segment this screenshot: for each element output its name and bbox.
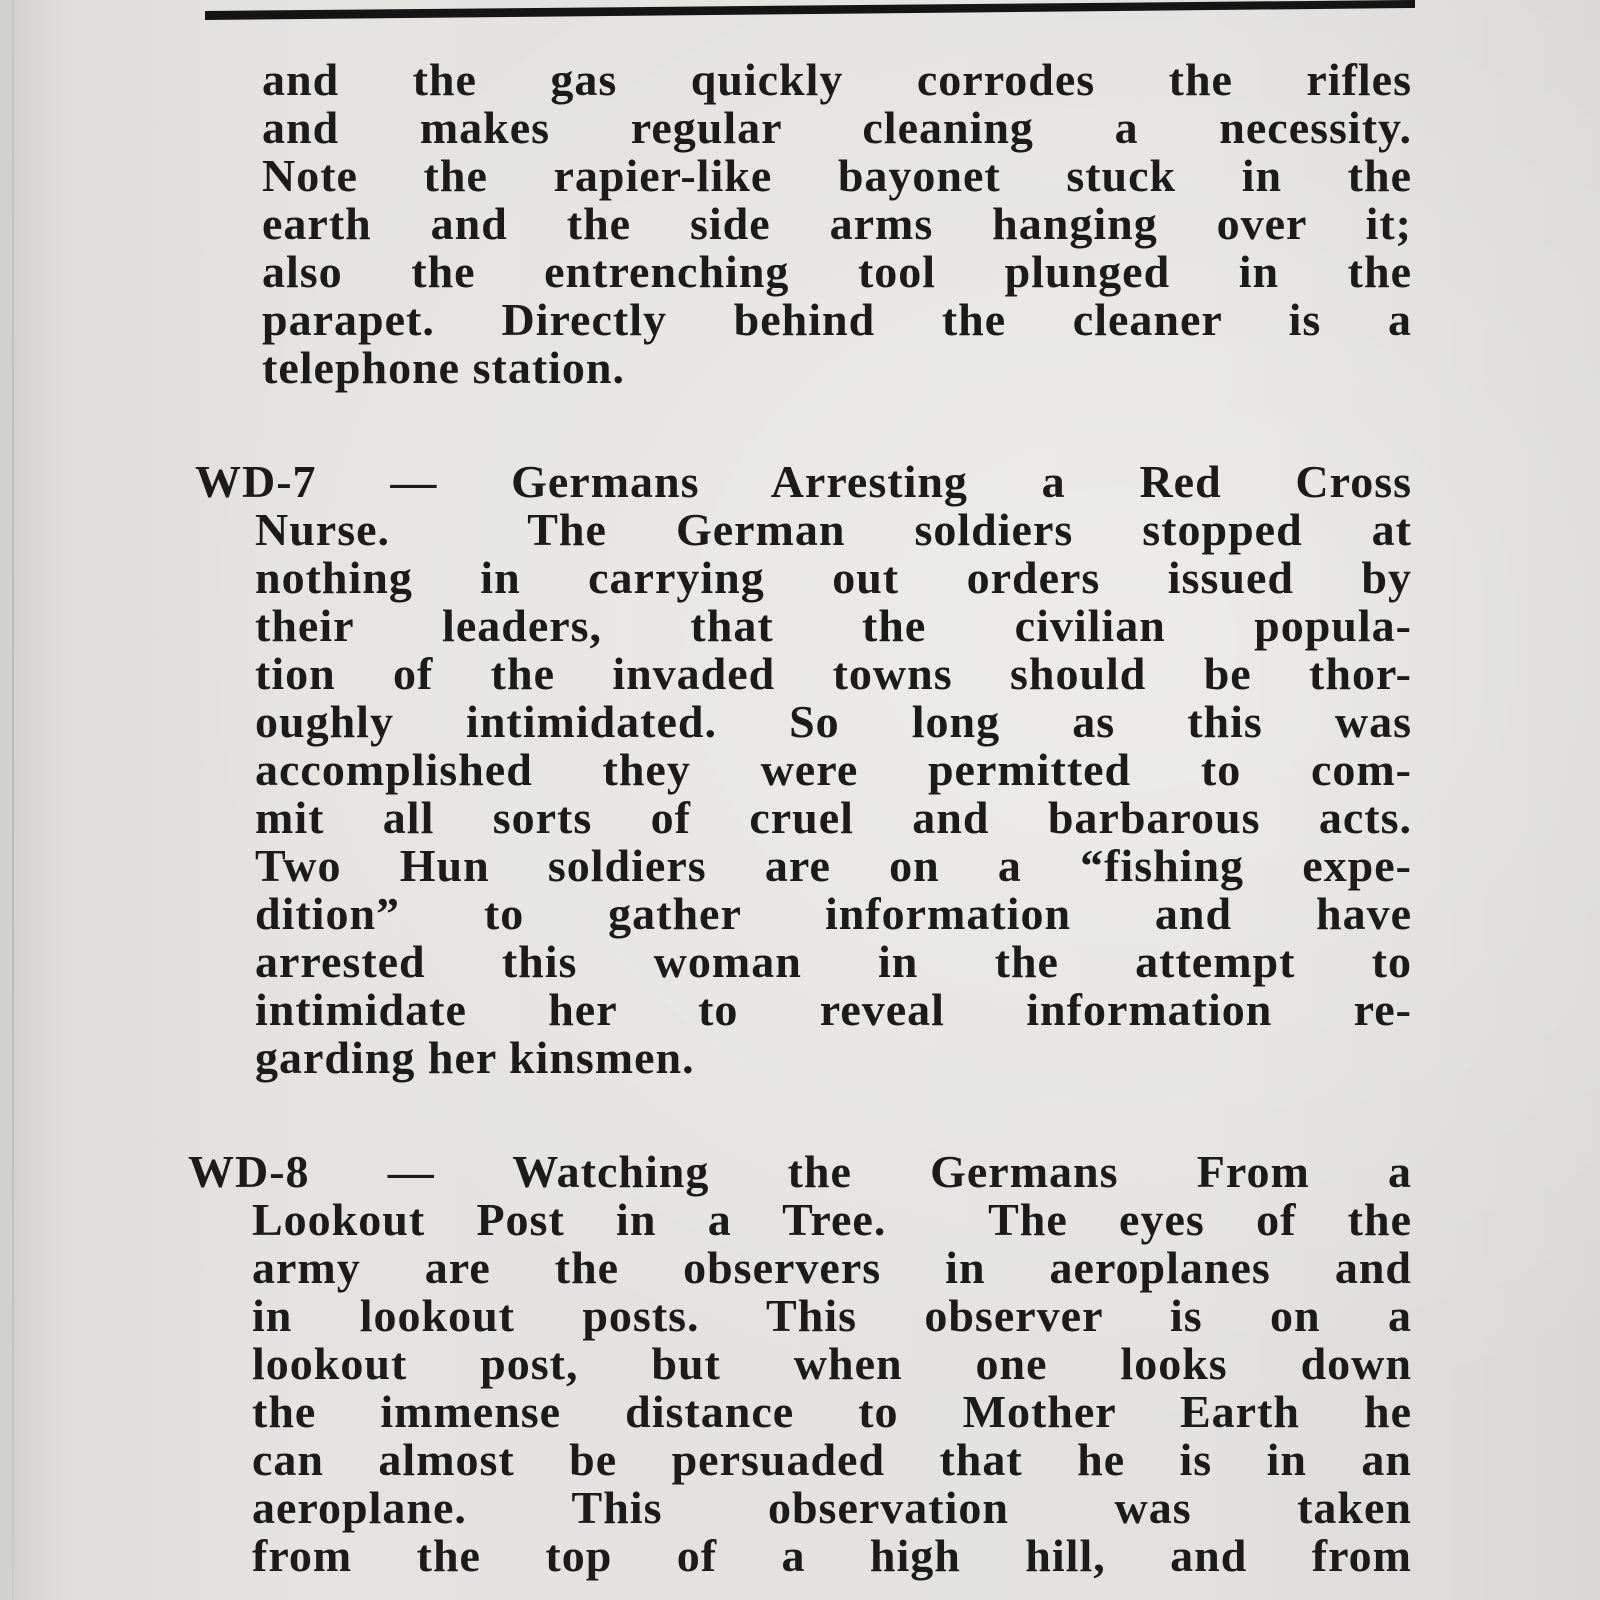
intro-line: and makes regular cleaning a necessity. xyxy=(262,102,1412,153)
entry-line: garding her kinsmen. xyxy=(255,1032,695,1083)
entry-line: tion of the invaded towns should be thor- xyxy=(255,648,1412,699)
entry-line: lookout post, but when one looks down xyxy=(252,1338,1412,1389)
entry-line: army are the observers in aeroplanes and xyxy=(252,1242,1412,1293)
entry-title-continued: Lookout Post in a Tree. xyxy=(252,1194,887,1245)
entry-title: Watching the Germans From a xyxy=(512,1146,1412,1197)
entry-line: dition” to gather information and have xyxy=(255,888,1412,939)
entry-heading xyxy=(195,458,1412,506)
entry-line: mit all sorts of cruel and barbarous acts. xyxy=(255,792,1412,843)
entry-line: oughly intimidated. So long as this was xyxy=(255,696,1412,747)
intro-line: Note the rapier-like bayonet stuck in the xyxy=(262,150,1412,201)
entry-line: arrested this woman in the attempt to xyxy=(255,936,1412,987)
intro-line: parapet. Directly behind the cleaner is a xyxy=(262,294,1412,345)
entry-text: The German soldiers stopped at xyxy=(527,504,1412,555)
top-rule xyxy=(205,0,1415,20)
entry-line: from the top of a high hill, and from xyxy=(252,1530,1412,1581)
intro-line: telephone station. xyxy=(262,342,625,393)
entry-title-continued: Nurse. xyxy=(255,504,391,555)
entry-dash: — xyxy=(390,456,438,507)
entry-line: their leaders, that the civilian popula- xyxy=(255,600,1412,651)
intro-line: also the entrenching tool plunged in the xyxy=(262,246,1412,297)
entry-line: the immense distance to Mother Earth he xyxy=(252,1386,1412,1437)
entry-line xyxy=(252,1196,1412,1244)
entry-line: accomplished they were permitted to com- xyxy=(255,744,1412,795)
entry-line: can almost be persuaded that he is in an xyxy=(252,1434,1412,1485)
entry-line: aeroplane. This observation was taken xyxy=(252,1482,1412,1533)
entry-text: The eyes of the xyxy=(988,1194,1412,1245)
entry-line: nothing in carrying out orders issued by xyxy=(255,552,1412,603)
entry-line: Two Hun soldiers are on a “fishing expe- xyxy=(255,840,1412,891)
page-fold-shadow xyxy=(12,0,14,1600)
entry-line: in lookout posts. This observer is on a xyxy=(252,1290,1412,1341)
entry-dash: — xyxy=(387,1146,435,1197)
entry-line: intimidate her to reveal information re- xyxy=(255,984,1412,1035)
entry-heading xyxy=(188,1148,1412,1196)
entry-code: WD-8 xyxy=(188,1146,310,1197)
entry-code: WD-7 xyxy=(195,456,317,507)
intro-line: and the gas quickly corrodes the rifles xyxy=(262,54,1412,105)
entry-title: Germans Arresting a Red Cross xyxy=(511,456,1413,507)
entry-line xyxy=(255,506,1412,554)
intro-line: earth and the side arms hanging over it; xyxy=(262,198,1412,249)
